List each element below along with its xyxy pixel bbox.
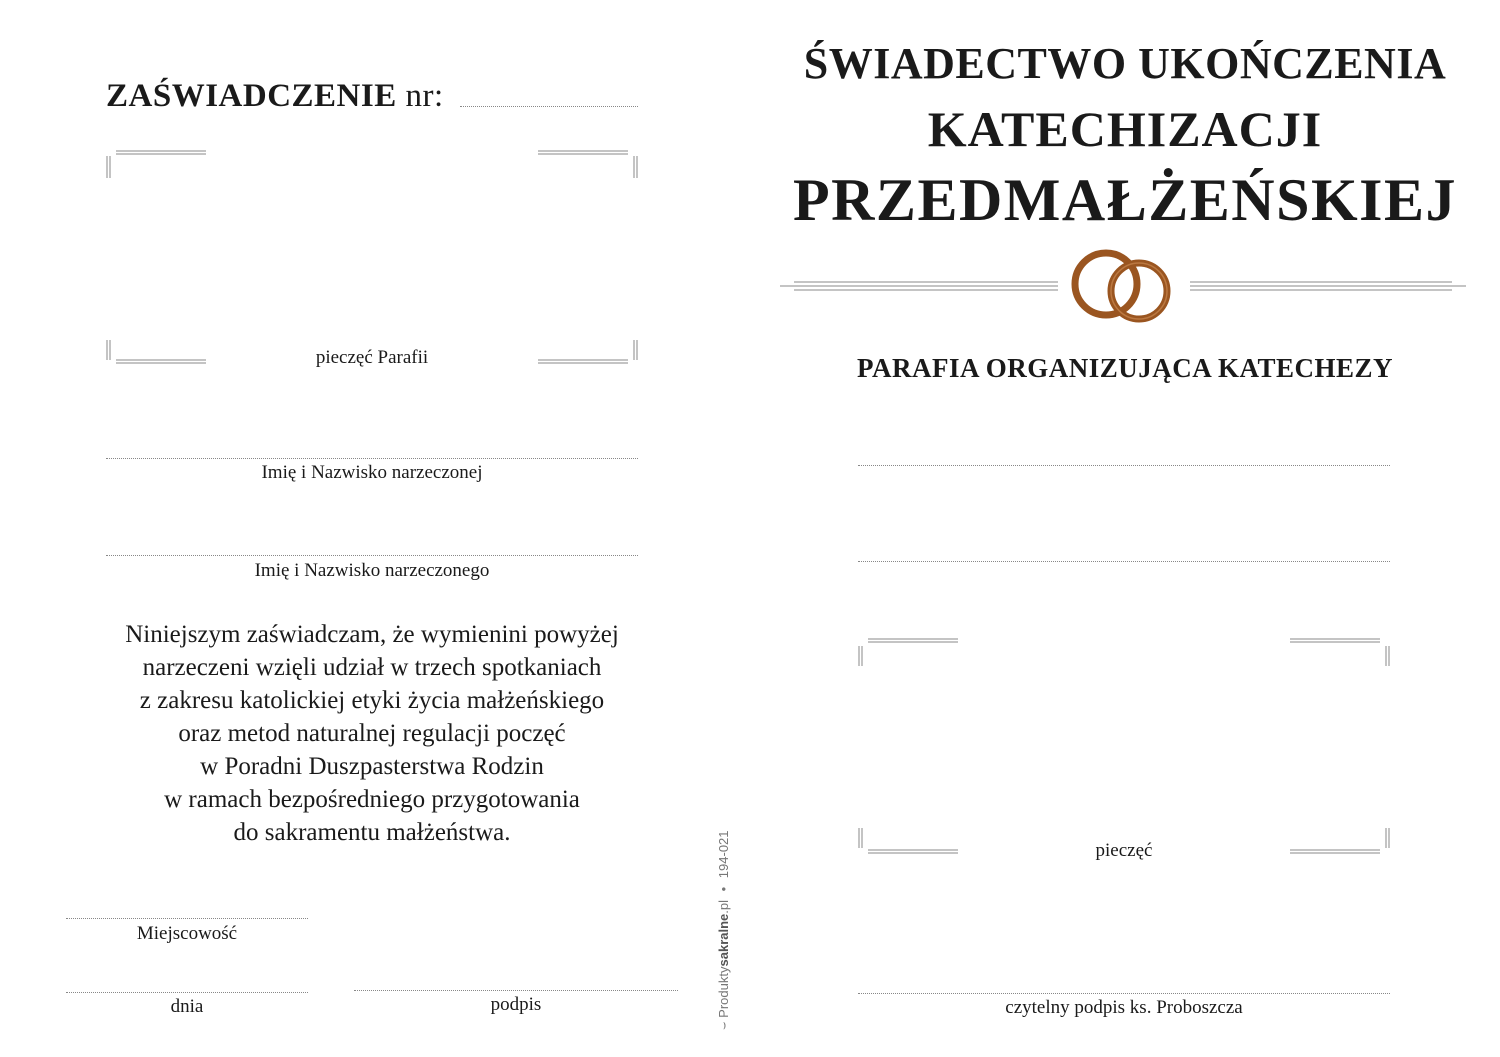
title-line-1: ŚWIADECTWO UKOŃCZENIA: [803, 39, 1447, 88]
bride-name-line[interactable]: [106, 458, 638, 459]
groom-name-line[interactable]: [106, 555, 638, 556]
certificate-number-label: nr:: [405, 78, 444, 114]
pastor-signature-label: czytelny podpis ks. Proboszcza: [1005, 997, 1243, 1018]
wedding-rings-icon: [1064, 246, 1182, 328]
statement-line: z zakresu katolickiej etyki życia małżeńskiego: [139, 687, 605, 714]
right-stamp-frame-bottom-left: [856, 826, 966, 858]
certificate-number-line[interactable]: [460, 106, 638, 107]
right-stamp-frame-top-right: [1282, 636, 1392, 668]
statement-line: do sakramentu małżeństwa.: [233, 819, 511, 846]
stamp-frame-bottom-right: [530, 338, 640, 368]
title-line-3: PRZEDMAŁŻEŃSKIEJ: [792, 167, 1458, 233]
pastor-signature-line[interactable]: [858, 993, 1390, 994]
title-divider-left: [780, 278, 1060, 292]
statement-line: Niniejszym zaświadczam, że wymienini powyżej: [125, 621, 619, 648]
parish-stamp-label: pieczęć Parafii: [315, 347, 429, 368]
publisher-imprint: [716, 830, 732, 1030]
parish-name-line-2[interactable]: [858, 561, 1390, 562]
statement-line: oraz metod naturalnej regulacji poczęć: [178, 720, 566, 747]
brand-bold: sakralne: [716, 913, 731, 967]
statement-line: w ramach bezpośredniego przygotowania: [164, 786, 580, 813]
right-stamp-frame-bottom-right: [1282, 826, 1392, 858]
product-code: 194-021: [716, 830, 731, 879]
signature-line[interactable]: [354, 990, 678, 991]
separator-dot: •: [716, 886, 731, 892]
certificate-heading: [106, 78, 444, 115]
title-divider-right: [1190, 278, 1470, 292]
brand-prefix: Produkty: [716, 966, 731, 1018]
certificate-heading-text: ZAŚWIADCZENIE: [106, 78, 397, 114]
statement-text: [72, 618, 672, 849]
statement-line: w Poradni Duszpasterstwa Rodzin: [200, 753, 544, 780]
date-label: dnia: [170, 996, 204, 1017]
right-stamp-frame-top-left: [856, 636, 966, 668]
statement-line: narzeczeni wzięli udział w trzech spotkaniach: [142, 654, 602, 681]
brand-suffix: .pl: [716, 900, 731, 914]
date-line[interactable]: [66, 992, 308, 993]
place-line[interactable]: [66, 918, 308, 919]
stamp-frame-bottom-left: [104, 338, 214, 368]
signature-label: podpis: [490, 994, 542, 1015]
stamp-frame-top-right: [530, 148, 640, 180]
title-line-2: KATECHIZACJI: [927, 101, 1323, 157]
groom-name-label: Imię i Nazwisko narzeczonego: [254, 560, 490, 581]
parish-heading: PARAFIA ORGANIZUJĄCA KATECHEZY: [856, 353, 1394, 383]
right-stamp-label: pieczęć: [1095, 840, 1153, 861]
parish-name-line-1[interactable]: [858, 465, 1390, 466]
place-label: Miejscowość: [136, 923, 238, 944]
publisher-logo-icon: ⌣: [716, 1021, 731, 1030]
stamp-frame-top-left: [104, 148, 214, 180]
bride-name-label: Imię i Nazwisko narzeczonej: [261, 462, 483, 483]
